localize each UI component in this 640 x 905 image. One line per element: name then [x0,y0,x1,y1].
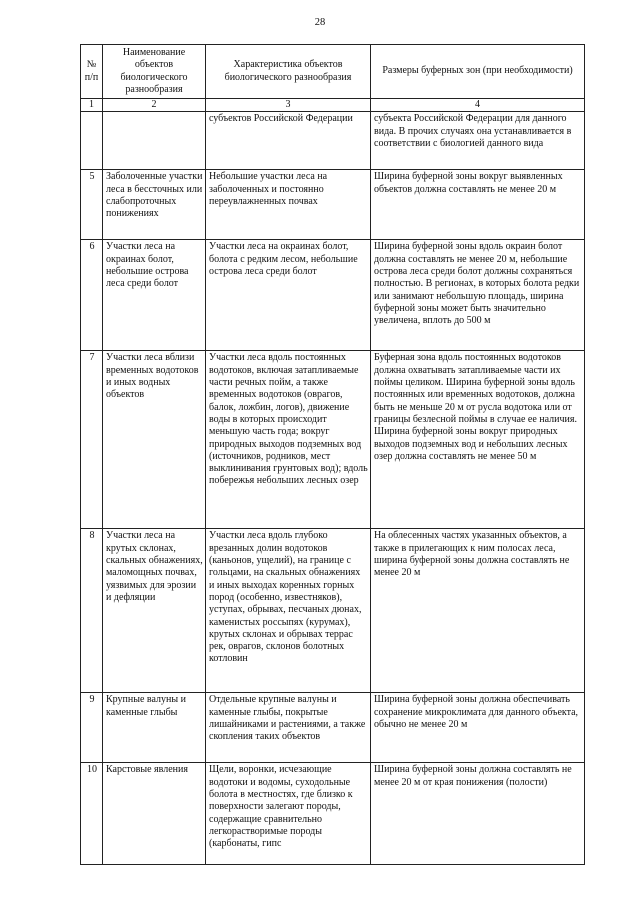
row-object-name: Участки леса на окраинах болот, небольшие острова леса среди болот [103,240,206,351]
table-row [81,693,585,763]
buffer-zones-table [80,44,585,865]
page-number: 28 [314,17,326,28]
row-number: 10 [81,763,103,865]
row-object-name: Карстовые явления [103,763,206,865]
header-number: № п/п [81,45,103,99]
table-row [81,351,585,529]
row-number: 8 [81,529,103,693]
row-buffer-size: Ширина буферной зоны вдоль окраин болот должна составлять не менее 20 м, небольшие острова леса среди болот должны сохраняться полностью. В регионах, в которых болота редки или занимают небольшую площадь, ширина буферной зоны может быть значительно увеличена, вплоть до 500 м [371,240,585,351]
row-number: 7 [81,351,103,529]
header-characteristic: Характеристика объектов биологического разнообразия [206,45,371,99]
table-row [81,112,585,170]
row-object-name [103,112,206,170]
row-buffer-size: субъекта Российской Федерации для данного вида. В прочих случаях она устанавливается в соответствии с биологией данного вида [371,112,585,170]
row-characteristic: Участки леса вдоль глубоко врезанных долин водотоков (каньонов, ущелий), на границе с гольцами, на скальных обнажениях и иных выходах коренных горных пород (особенно, известняков), уступах, обрывах, песчаных дюнах, каменистых россыпях (курумах), крутых склонах и обрывах террас рек, оврагов, склонов болотных котловин [206,529,371,693]
column-number: 3 [206,99,371,112]
table-row [81,763,585,865]
row-characteristic: Отдельные крупные валуны и каменные глыбы, покрытые лишайниками и растениями, а также скопления таких объектов [206,693,371,763]
row-characteristic: Щели, воронки, исчезающие водотоки и водомы, суходольные болота в местностях, где близко к поверхности залегают породы, содержащие сравнительно легкорастворимые породы (карбонаты, гипс [206,763,371,865]
row-number: 9 [81,693,103,763]
column-number: 2 [103,99,206,112]
row-number: 6 [81,240,103,351]
row-buffer-size: Ширина буферной зоны должна составлять не менее 20 м от края понижения (полости) [371,763,585,865]
row-number [81,112,103,170]
row-number: 5 [81,170,103,240]
row-characteristic: Участки леса вдоль постоянных водотоков, включая затапливаемые части речных пойм, а также временных водотоков (оврагов, балок, ложбин, логов), движение воды в которых происходит меньшую часть года; вокруг природных выходов подземных вод (источников, родников, мест выклинивания грунтовых вод); вдоль побережья небольших лесных озер [206,351,371,529]
table-header-row [81,45,585,99]
table-row [81,240,585,351]
row-object-name: Заболоченные участки леса в бессточных или слабопроточных понижениях [103,170,206,240]
row-characteristic: субъектов Российской Федерации [206,112,371,170]
row-object-name: Участки леса вблизи временных водотоков и иных водных объектов [103,351,206,529]
table-row [81,529,585,693]
row-buffer-size: Ширина буферной зоны должна обеспечивать сохранение микроклимата для данного объекта, обычно не менее 20 м [371,693,585,763]
row-object-name: Крупные валуны и каменные глыбы [103,693,206,763]
column-number: 1 [81,99,103,112]
column-numbers-row [81,99,585,112]
row-characteristic: Небольшие участки леса на заболоченных и постоянно переувлажненных почвах [206,170,371,240]
header-buffer-size: Размеры буферных зон (при необходимости) [371,45,585,99]
table-row [81,170,585,240]
row-buffer-size: Ширина буферной зоны вокруг выявленных объектов должна составлять не менее 20 м [371,170,585,240]
row-buffer-size: Буферная зона вдоль постоянных водотоков должна охватывать затапливаемые части их поймы целиком. Ширина буферной зоны вдоль постоянных или временных водотоков, должна быть не меньше 20 м от русла водотока или от границы безлесной поймы в случае ее наличия. Ширина буферной зоны вокруг природных выходов подземных вод и небольших лесных озер должна составлять не менее 50 м [371,351,585,529]
row-object-name: Участки леса на крутых склонах, скальных обнажениях, маломощных почвах, уязвимых для эрозии и дефляции [103,529,206,693]
header-object-name: Наименование объектов биологического разнообразия [103,45,206,99]
row-buffer-size: На облесенных частях указанных объектов, а также в прилегающих к ним полосах леса, ширина буферной зоны должна составлять не менее 20 м [371,529,585,693]
row-characteristic: Участки леса на окраинах болот, болота с редким лесом, небольшие острова леса среди болот [206,240,371,351]
column-number: 4 [371,99,585,112]
